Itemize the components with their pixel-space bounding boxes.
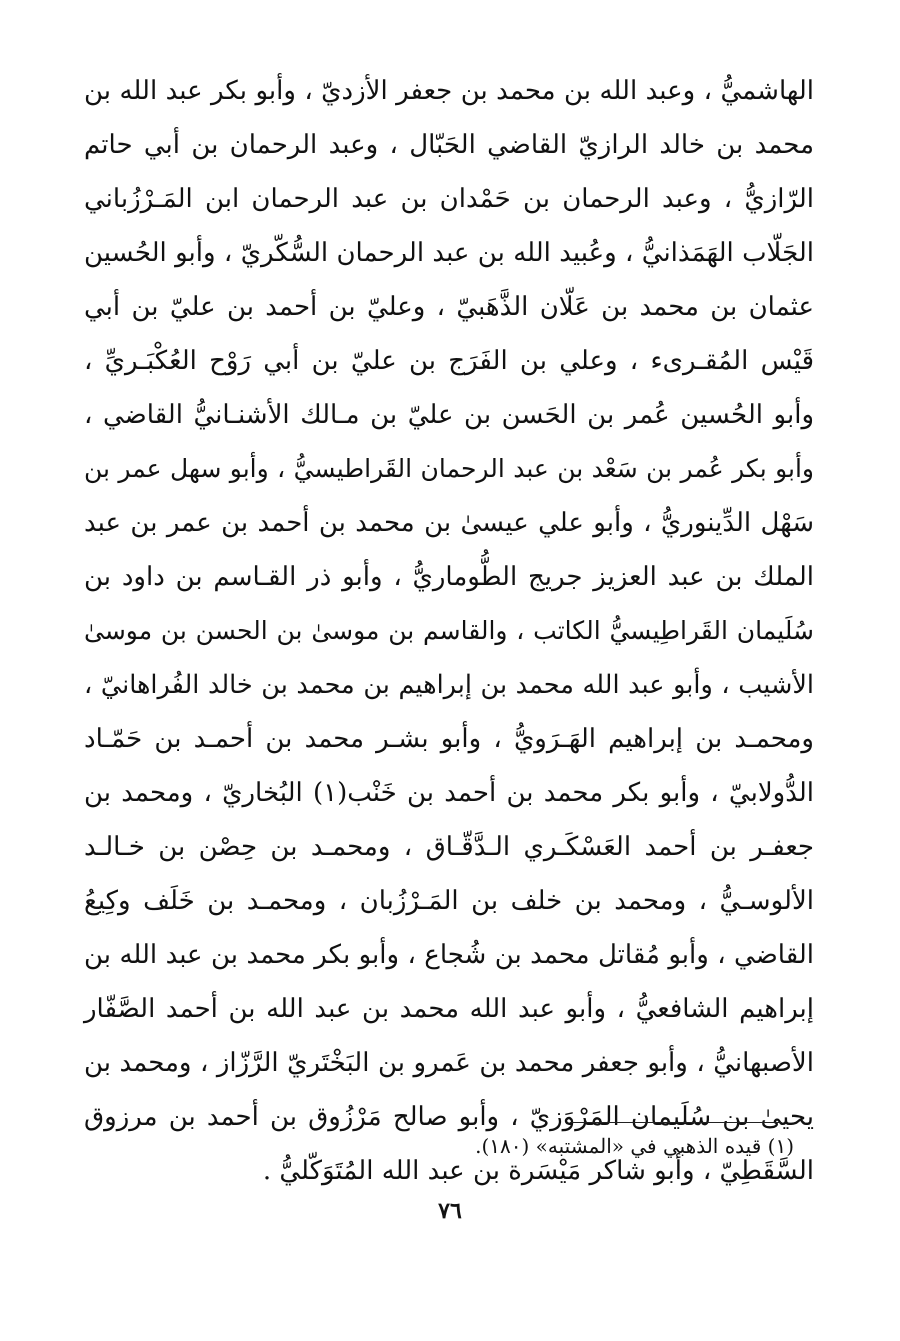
body-line: سُلَيمان القَراطِيسيُّ الكاتب ، والقاسم بن موسىٰ بن الحسن بن موسىٰ [84, 616, 814, 645]
body-line: السَّقَطِيّ ، وأبو شاكر مَيْسَرة بن عبد الله المُتَوَكّليُّ . [262, 1156, 814, 1186]
body-line: الملك بن عبد العزيز جريج الطُّوماريُّ ، وأبو ذر القـاسم بن داود بن [84, 562, 814, 592]
body-line: قَيْس المُقـرىء ، وعلي بن الفَرَج بن عليّ بن أبي رَوْح العُكْبَـريِّ ، [84, 346, 814, 376]
body-line: الأشيب ، وأبو عبد الله محمد بن إبراهيم بن محمد بن خالد الفُراهانيّ ، [84, 670, 814, 700]
footnote-separator [570, 1122, 782, 1123]
body-line: القاضي ، وأبو مُقاتل محمد بن شُجاع ، وأبو بكر محمد بن عبد الله بن [84, 940, 814, 970]
body-line: إبراهيم الشافعيُّ ، وأبو عبد الله محمد بن عبد الله بن أحمد الصَّفّار [84, 994, 814, 1024]
body-line: الهاشميُّ ، وعبد الله بن محمد بن جعفر الأزديّ ، وأبو بكر عبد الله بن [84, 76, 814, 106]
body-line: محمد بن خالد الرازيّ القاضي الحَبّال ، وعبد الرحمان بن أبي حاتم [84, 130, 814, 160]
body-line: وأبو بكر عُمر بن سَعْد بن عبد الرحمان القَراطيسيُّ ، وأبو سهل عمر بن [84, 454, 814, 483]
footnote: (١) قيده الذهبي في «المشتبه» (١٨٠). [475, 1134, 794, 1158]
body-line: الألوسـيُّ ، ومحمد بن خلف بن المَـرْزُبان ، ومحمـد بن خَلَف وكِيعُ [84, 886, 814, 916]
body-line: الجَلّاب الهَمَذانيُّ ، وعُبيد الله بن عبد الرحمان السُّكّريّ ، وأبو الحُسين [84, 238, 814, 268]
body-line: عثمان بن محمد بن عَلّان الذَّهَبيّ ، وعليّ بن أحمد بن عليّ بن أبي [84, 292, 814, 322]
body-text [84, 64, 814, 1198]
body-line: الدُّولابيّ ، وأبو بكر محمد بن أحمد بن خَنْب(١) البُخاريّ ، ومحمد بن [84, 778, 814, 808]
body-line: وأبو الحُسين عُمر بن الحَسن بن عليّ بن مـالك الأشنـانيُّ القاضي ، [84, 400, 814, 430]
body-line: سَهْل الدِّينوريُّ ، وأبو علي عيسىٰ بن محمد بن أحمد بن عمر بن عبد [84, 508, 814, 538]
body-line: ومحمـد بن إبراهيم الهَـرَويُّ ، وأبو بشـر محمد بن أحمـد بن حَمّـاد [84, 724, 814, 754]
body-line: جعفـر بن أحمد العَسْكَـري الـدَّقّـاق ، ومحمـد بن حِصْن بن خـالـد [84, 832, 814, 862]
body-line: الأصبهانيُّ ، وأبو جعفر محمد بن عَمرو بن البَخْتَريّ الرَّزّاز ، ومحمد بن [84, 1048, 814, 1078]
page-number: ٧٦ [438, 1198, 462, 1224]
body-line: الرّازيُّ ، وعبد الرحمان بن حَمْدان بن عبد الرحمان ابن المَـرْزُباني [84, 184, 814, 214]
body-line: يحيىٰ بن سُلَيمان المَرْوَزيّ ، وأبو صالح مَرْزُوق بن أحمد بن مرزوق [84, 1102, 814, 1132]
